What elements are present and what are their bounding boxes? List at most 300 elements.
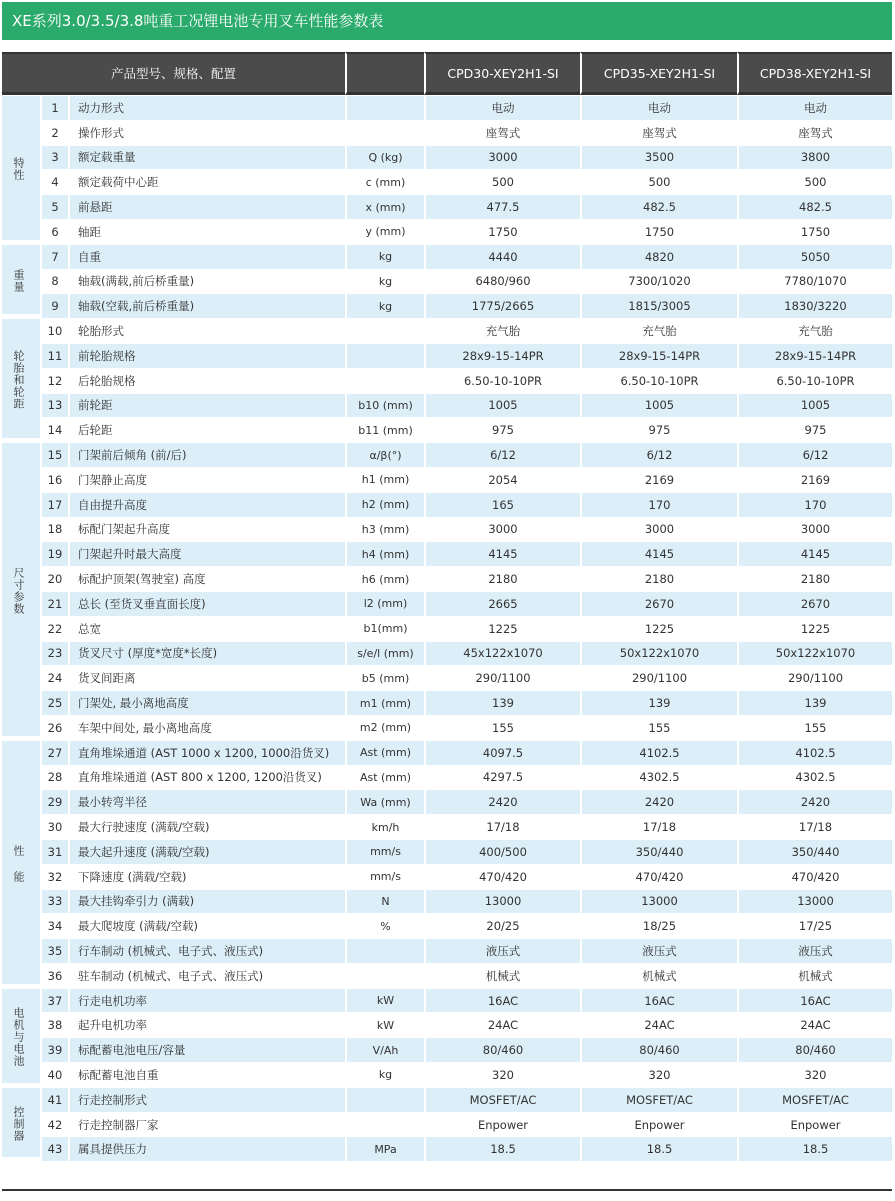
row-name: 行走控制器厂家 bbox=[68, 1112, 345, 1137]
row-name: 标配护顶架(驾驶室) 高度 bbox=[68, 566, 345, 591]
row-value-model-1: 6.50-10-10PR bbox=[424, 368, 580, 393]
group-label: 特性 bbox=[2, 95, 40, 244]
row-name: 行走控制形式 bbox=[68, 1087, 345, 1112]
row-unit: Wa (mm) bbox=[345, 789, 424, 814]
table-row bbox=[2, 814, 892, 839]
row-value-model-3: 6/12 bbox=[737, 442, 892, 467]
row-unit: b5 (mm) bbox=[345, 665, 424, 690]
row-unit: mm/s bbox=[345, 864, 424, 889]
row-value-model-2: 80/460 bbox=[580, 1037, 737, 1062]
table-row bbox=[2, 715, 892, 740]
row-value-model-1: 1225 bbox=[424, 616, 580, 641]
row-value-model-3: 170 bbox=[737, 492, 892, 517]
row-value-model-3: 28x9-15-14PR bbox=[737, 343, 892, 368]
row-value-model-2: 电动 bbox=[580, 95, 737, 120]
row-value-model-2: 500 bbox=[580, 169, 737, 194]
row-value-model-1: 2054 bbox=[424, 467, 580, 492]
group-label: 轮胎和轮距 bbox=[2, 318, 40, 442]
row-value-model-3: 290/1100 bbox=[737, 665, 892, 690]
row-value-model-3: 18.5 bbox=[737, 1136, 892, 1161]
row-unit: mm/s bbox=[345, 839, 424, 864]
row-number: 31 bbox=[40, 839, 68, 864]
row-name: 标配蓄电池自重 bbox=[68, 1062, 345, 1087]
row-value-model-1: 6480/960 bbox=[424, 269, 580, 294]
row-value-model-2: 4102.5 bbox=[580, 740, 737, 765]
row-value-model-1: 24AC bbox=[424, 1012, 580, 1037]
table-row bbox=[2, 566, 892, 591]
row-value-model-1: 6/12 bbox=[424, 442, 580, 467]
row-value-model-1: 45x122x1070 bbox=[424, 641, 580, 666]
group-label: 电机与电池 bbox=[2, 988, 40, 1087]
row-name: 轴载(空载,前后桥重量) bbox=[68, 293, 345, 318]
row-number: 15 bbox=[40, 442, 68, 467]
row-value-model-3: 3000 bbox=[737, 517, 892, 542]
row-value-model-1: 电动 bbox=[424, 95, 580, 120]
row-number: 20 bbox=[40, 566, 68, 591]
row-value-model-3: 155 bbox=[737, 715, 892, 740]
row-name: 属具提供压力 bbox=[68, 1136, 345, 1161]
row-value-model-3: 1225 bbox=[737, 616, 892, 641]
row-value-model-1: 1750 bbox=[424, 219, 580, 244]
row-number: 26 bbox=[40, 715, 68, 740]
row-name: 最大起升速度 (满载/空载) bbox=[68, 839, 345, 864]
row-unit bbox=[345, 368, 424, 393]
row-value-model-2: 座驾式 bbox=[580, 120, 737, 145]
row-value-model-2: 1005 bbox=[580, 393, 737, 418]
row-value-model-2: 2180 bbox=[580, 566, 737, 591]
group-label: 重量 bbox=[2, 244, 40, 318]
row-name: 操作形式 bbox=[68, 120, 345, 145]
row-unit: l2 (mm) bbox=[345, 591, 424, 616]
row-value-model-2: 1815/3005 bbox=[580, 293, 737, 318]
row-name: 标配门架起升高度 bbox=[68, 517, 345, 542]
table-row bbox=[2, 219, 892, 244]
row-value-model-3: 470/420 bbox=[737, 864, 892, 889]
row-number: 22 bbox=[40, 616, 68, 641]
table-row bbox=[2, 293, 892, 318]
row-value-model-2: 4302.5 bbox=[580, 765, 737, 790]
row-unit: km/h bbox=[345, 814, 424, 839]
row-value-model-1: 1775/2665 bbox=[424, 293, 580, 318]
table-row bbox=[2, 95, 892, 120]
page-title: XE系列3.0/3.5/3.8吨重工况锂电池专用叉车性能参数表 bbox=[2, 2, 892, 40]
row-value-model-1: 2180 bbox=[424, 566, 580, 591]
row-number: 6 bbox=[40, 219, 68, 244]
row-unit: y (mm) bbox=[345, 219, 424, 244]
row-value-model-3: 2670 bbox=[737, 591, 892, 616]
table-row bbox=[2, 913, 892, 938]
row-name: 标配蓄电池电压/容量 bbox=[68, 1037, 345, 1062]
row-number: 10 bbox=[40, 318, 68, 343]
row-unit: b1(mm) bbox=[345, 616, 424, 641]
row-value-model-2: 139 bbox=[580, 690, 737, 715]
row-value-model-3: 液压式 bbox=[737, 938, 892, 963]
row-value-model-2: 155 bbox=[580, 715, 737, 740]
row-name: 下降速度 (满载/空载) bbox=[68, 864, 345, 889]
row-value-model-3: 24AC bbox=[737, 1012, 892, 1037]
row-number: 18 bbox=[40, 517, 68, 542]
row-unit: m2 (mm) bbox=[345, 715, 424, 740]
row-value-model-2: 2670 bbox=[580, 591, 737, 616]
row-value-model-3: 17/25 bbox=[737, 913, 892, 938]
table-row bbox=[2, 442, 892, 467]
row-value-model-2: 4145 bbox=[580, 541, 737, 566]
row-number: 5 bbox=[40, 194, 68, 219]
row-unit: % bbox=[345, 913, 424, 938]
row-number: 25 bbox=[40, 690, 68, 715]
row-value-model-3: 电动 bbox=[737, 95, 892, 120]
row-name: 门架前后倾角 (前/后) bbox=[68, 442, 345, 467]
row-value-model-3: 350/440 bbox=[737, 839, 892, 864]
row-value-model-3: 320 bbox=[737, 1062, 892, 1087]
row-number: 32 bbox=[40, 864, 68, 889]
row-unit: kg bbox=[345, 269, 424, 294]
row-unit bbox=[345, 1087, 424, 1112]
row-number: 8 bbox=[40, 269, 68, 294]
row-value-model-1: 4440 bbox=[424, 244, 580, 269]
row-number: 11 bbox=[40, 343, 68, 368]
table-row bbox=[2, 616, 892, 641]
row-value-model-2: 2420 bbox=[580, 789, 737, 814]
row-value-model-1: 座驾式 bbox=[424, 120, 580, 145]
row-number: 24 bbox=[40, 665, 68, 690]
row-unit: Q (kg) bbox=[345, 145, 424, 170]
row-name: 直角堆垛通道 (AST 800 x 1200, 1200沿货叉) bbox=[68, 765, 345, 790]
row-unit: kg bbox=[345, 244, 424, 269]
table-row bbox=[2, 889, 892, 914]
group-label: 性 能 bbox=[2, 740, 40, 988]
row-unit bbox=[345, 343, 424, 368]
table-row bbox=[2, 988, 892, 1013]
row-value-model-2: 3000 bbox=[580, 517, 737, 542]
table-row bbox=[2, 789, 892, 814]
row-number: 42 bbox=[40, 1112, 68, 1137]
row-unit: b11 (mm) bbox=[345, 417, 424, 442]
table-row bbox=[2, 591, 892, 616]
row-value-model-2: 290/1100 bbox=[580, 665, 737, 690]
row-number: 43 bbox=[40, 1136, 68, 1161]
row-name: 动力形式 bbox=[68, 95, 345, 120]
row-value-model-1: 400/500 bbox=[424, 839, 580, 864]
table-row bbox=[2, 1112, 892, 1137]
row-value-model-2: 16AC bbox=[580, 988, 737, 1013]
row-number: 38 bbox=[40, 1012, 68, 1037]
row-unit bbox=[345, 938, 424, 963]
row-value-model-3: 座驾式 bbox=[737, 120, 892, 145]
row-name: 最大爬坡度 (满载/空载) bbox=[68, 913, 345, 938]
table-row bbox=[2, 169, 892, 194]
table-row bbox=[2, 839, 892, 864]
table-header bbox=[2, 52, 892, 95]
row-name: 行走电机功率 bbox=[68, 988, 345, 1013]
table-row bbox=[2, 244, 892, 269]
row-unit: N bbox=[345, 889, 424, 914]
row-value-model-2: 液压式 bbox=[580, 938, 737, 963]
row-name: 门架起升时最大高度 bbox=[68, 541, 345, 566]
table-row bbox=[2, 517, 892, 542]
row-name: 后轮距 bbox=[68, 417, 345, 442]
row-value-model-3: 2420 bbox=[737, 789, 892, 814]
row-unit: h2 (mm) bbox=[345, 492, 424, 517]
row-unit bbox=[345, 318, 424, 343]
row-name: 最小转弯半径 bbox=[68, 789, 345, 814]
row-unit: h4 (mm) bbox=[345, 541, 424, 566]
table-row bbox=[2, 641, 892, 666]
table-row bbox=[2, 1037, 892, 1062]
table-row bbox=[2, 938, 892, 963]
row-value-model-3: MOSFET/AC bbox=[737, 1087, 892, 1112]
row-value-model-2: 2169 bbox=[580, 467, 737, 492]
row-name: 直角堆垛通道 (AST 1000 x 1200, 1000沿货叉) bbox=[68, 740, 345, 765]
row-number: 23 bbox=[40, 641, 68, 666]
row-unit: h1 (mm) bbox=[345, 467, 424, 492]
row-name: 前悬距 bbox=[68, 194, 345, 219]
row-unit: MPa bbox=[345, 1136, 424, 1161]
table-row bbox=[2, 1012, 892, 1037]
row-value-model-1: 3000 bbox=[424, 517, 580, 542]
row-value-model-2: 170 bbox=[580, 492, 737, 517]
row-value-model-1: 18.5 bbox=[424, 1136, 580, 1161]
row-value-model-1: 290/1100 bbox=[424, 665, 580, 690]
row-value-model-3: 1750 bbox=[737, 219, 892, 244]
row-name: 货叉间距离 bbox=[68, 665, 345, 690]
table-row bbox=[2, 492, 892, 517]
row-value-model-1: MOSFET/AC bbox=[424, 1087, 580, 1112]
row-number: 17 bbox=[40, 492, 68, 517]
row-number: 36 bbox=[40, 963, 68, 988]
row-value-model-3: 充气胎 bbox=[737, 318, 892, 343]
row-name: 自由提升高度 bbox=[68, 492, 345, 517]
row-number: 28 bbox=[40, 765, 68, 790]
model-header-2: CPD35-XEY2H1-SI bbox=[580, 52, 737, 95]
row-value-model-2: 机械式 bbox=[580, 963, 737, 988]
row-value-model-2: 13000 bbox=[580, 889, 737, 914]
row-value-model-2: 17/18 bbox=[580, 814, 737, 839]
row-value-model-2: 975 bbox=[580, 417, 737, 442]
row-value-model-2: 28x9-15-14PR bbox=[580, 343, 737, 368]
row-value-model-3: 2180 bbox=[737, 566, 892, 591]
row-value-model-3: 4102.5 bbox=[737, 740, 892, 765]
row-number: 9 bbox=[40, 293, 68, 318]
row-name: 总长 (至货叉垂直面长度) bbox=[68, 591, 345, 616]
row-number: 3 bbox=[40, 145, 68, 170]
table-row bbox=[2, 541, 892, 566]
table-row bbox=[2, 467, 892, 492]
row-number: 19 bbox=[40, 541, 68, 566]
row-value-model-2: 50x122x1070 bbox=[580, 641, 737, 666]
row-number: 2 bbox=[40, 120, 68, 145]
row-value-model-1: 机械式 bbox=[424, 963, 580, 988]
table-row bbox=[2, 1062, 892, 1087]
row-number: 35 bbox=[40, 938, 68, 963]
row-value-model-2: 18.5 bbox=[580, 1136, 737, 1161]
row-value-model-1: 17/18 bbox=[424, 814, 580, 839]
row-number: 41 bbox=[40, 1087, 68, 1112]
row-name: 车架中间处, 最小离地高度 bbox=[68, 715, 345, 740]
row-name: 后轮胎规格 bbox=[68, 368, 345, 393]
row-name: 驻车制动 (机械式、电子式、液压式) bbox=[68, 963, 345, 988]
row-value-model-2: Enpower bbox=[580, 1112, 737, 1137]
row-unit: h3 (mm) bbox=[345, 517, 424, 542]
table-row bbox=[2, 318, 892, 343]
row-name: 门架处, 最小离地高度 bbox=[68, 690, 345, 715]
table-row bbox=[2, 665, 892, 690]
row-unit bbox=[345, 1112, 424, 1137]
row-number: 14 bbox=[40, 417, 68, 442]
table-row bbox=[2, 963, 892, 988]
row-value-model-1: 3000 bbox=[424, 145, 580, 170]
table-row bbox=[2, 765, 892, 790]
table-row bbox=[2, 194, 892, 219]
row-value-model-1: 2665 bbox=[424, 591, 580, 616]
row-value-model-1: 155 bbox=[424, 715, 580, 740]
table-row bbox=[2, 864, 892, 889]
row-value-model-1: 4145 bbox=[424, 541, 580, 566]
row-value-model-2: 24AC bbox=[580, 1012, 737, 1037]
row-unit: x (mm) bbox=[345, 194, 424, 219]
row-number: 39 bbox=[40, 1037, 68, 1062]
row-unit: α/β(°) bbox=[345, 442, 424, 467]
row-value-model-2: 3500 bbox=[580, 145, 737, 170]
row-value-model-3: 机械式 bbox=[737, 963, 892, 988]
row-number: 34 bbox=[40, 913, 68, 938]
row-unit bbox=[345, 95, 424, 120]
row-value-model-1: 液压式 bbox=[424, 938, 580, 963]
row-name: 起升电机功率 bbox=[68, 1012, 345, 1037]
row-unit bbox=[345, 120, 424, 145]
row-value-model-3: 482.5 bbox=[737, 194, 892, 219]
row-number: 7 bbox=[40, 244, 68, 269]
table-row bbox=[2, 1136, 892, 1161]
spec-table bbox=[2, 52, 892, 1161]
row-value-model-1: 20/25 bbox=[424, 913, 580, 938]
row-value-model-3: 500 bbox=[737, 169, 892, 194]
row-unit: kg bbox=[345, 1062, 424, 1087]
row-value-model-1: 13000 bbox=[424, 889, 580, 914]
row-name: 最大行驶速度 (满载/空载) bbox=[68, 814, 345, 839]
row-value-model-2: 7300/1020 bbox=[580, 269, 737, 294]
row-name: 总宽 bbox=[68, 616, 345, 641]
row-value-model-1: 1005 bbox=[424, 393, 580, 418]
row-value-model-1: 477.5 bbox=[424, 194, 580, 219]
row-name: 货叉尺寸 (厚度*宽度*长度) bbox=[68, 641, 345, 666]
row-value-model-1: 4097.5 bbox=[424, 740, 580, 765]
row-value-model-1: 80/460 bbox=[424, 1037, 580, 1062]
row-value-model-3: 139 bbox=[737, 690, 892, 715]
row-value-model-1: 充气胎 bbox=[424, 318, 580, 343]
row-unit: b10 (mm) bbox=[345, 393, 424, 418]
row-value-model-1: 28x9-15-14PR bbox=[424, 343, 580, 368]
row-unit: Ast (mm) bbox=[345, 740, 424, 765]
row-value-model-3: 6.50-10-10PR bbox=[737, 368, 892, 393]
unit-header bbox=[345, 52, 424, 95]
row-value-model-2: 470/420 bbox=[580, 864, 737, 889]
row-value-model-1: 470/420 bbox=[424, 864, 580, 889]
model-header-1: CPD30-XEY2H1-SI bbox=[424, 52, 580, 95]
row-unit: h6 (mm) bbox=[345, 566, 424, 591]
table-row bbox=[2, 120, 892, 145]
row-name: 前轮距 bbox=[68, 393, 345, 418]
row-value-model-1: 4297.5 bbox=[424, 765, 580, 790]
row-name: 行车制动 (机械式、电子式、液压式) bbox=[68, 938, 345, 963]
row-value-model-3: 2169 bbox=[737, 467, 892, 492]
table-row bbox=[2, 690, 892, 715]
row-unit: Ast (mm) bbox=[345, 765, 424, 790]
row-value-model-3: 4302.5 bbox=[737, 765, 892, 790]
row-value-model-3: 3800 bbox=[737, 145, 892, 170]
row-value-model-1: 2420 bbox=[424, 789, 580, 814]
row-unit: kg bbox=[345, 293, 424, 318]
row-name: 额定载荷中心距 bbox=[68, 169, 345, 194]
row-value-model-3: 80/460 bbox=[737, 1037, 892, 1062]
row-value-model-2: MOSFET/AC bbox=[580, 1087, 737, 1112]
row-value-model-1: 975 bbox=[424, 417, 580, 442]
row-value-model-1: Enpower bbox=[424, 1112, 580, 1137]
row-name: 轴距 bbox=[68, 219, 345, 244]
row-number: 29 bbox=[40, 789, 68, 814]
row-value-model-3: 4145 bbox=[737, 541, 892, 566]
row-unit: s/e/l (mm) bbox=[345, 641, 424, 666]
row-value-model-1: 165 bbox=[424, 492, 580, 517]
row-unit: V/Ah bbox=[345, 1037, 424, 1062]
table-row bbox=[2, 393, 892, 418]
row-value-model-2: 1225 bbox=[580, 616, 737, 641]
table-row bbox=[2, 1087, 892, 1112]
row-value-model-3: 13000 bbox=[737, 889, 892, 914]
row-unit: m1 (mm) bbox=[345, 690, 424, 715]
row-value-model-2: 6/12 bbox=[580, 442, 737, 467]
row-number: 1 bbox=[40, 95, 68, 120]
row-value-model-3: 1005 bbox=[737, 393, 892, 418]
row-value-model-3: 5050 bbox=[737, 244, 892, 269]
row-number: 33 bbox=[40, 889, 68, 914]
row-value-model-2: 6.50-10-10PR bbox=[580, 368, 737, 393]
row-name: 门架静止高度 bbox=[68, 467, 345, 492]
table-row bbox=[2, 740, 892, 765]
row-value-model-1: 139 bbox=[424, 690, 580, 715]
row-value-model-2: 充气胎 bbox=[580, 318, 737, 343]
row-value-model-2: 18/25 bbox=[580, 913, 737, 938]
row-unit bbox=[345, 963, 424, 988]
row-number: 37 bbox=[40, 988, 68, 1013]
row-value-model-2: 482.5 bbox=[580, 194, 737, 219]
row-name: 前轮胎规格 bbox=[68, 343, 345, 368]
row-number: 40 bbox=[40, 1062, 68, 1087]
group-label: 尺寸参数 bbox=[2, 442, 40, 740]
bottom-rule bbox=[2, 1189, 892, 1191]
row-number: 30 bbox=[40, 814, 68, 839]
model-header-3: CPD38-XEY2H1-SI bbox=[737, 52, 892, 95]
product-header: 产品型号、规格、配置 bbox=[2, 52, 345, 95]
row-value-model-2: 350/440 bbox=[580, 839, 737, 864]
table-row bbox=[2, 145, 892, 170]
row-unit: kW bbox=[345, 1012, 424, 1037]
table-row bbox=[2, 417, 892, 442]
row-number: 27 bbox=[40, 740, 68, 765]
row-name: 自重 bbox=[68, 244, 345, 269]
row-name: 最大挂钩牵引力 (满载) bbox=[68, 889, 345, 914]
row-number: 16 bbox=[40, 467, 68, 492]
table-row bbox=[2, 269, 892, 294]
group-label: 控制器 bbox=[2, 1087, 40, 1161]
row-unit: c (mm) bbox=[345, 169, 424, 194]
row-value-model-2: 320 bbox=[580, 1062, 737, 1087]
row-value-model-3: 7780/1070 bbox=[737, 269, 892, 294]
row-value-model-3: 975 bbox=[737, 417, 892, 442]
row-name: 额定载重量 bbox=[68, 145, 345, 170]
row-value-model-3: 50x122x1070 bbox=[737, 641, 892, 666]
row-unit: kW bbox=[345, 988, 424, 1013]
